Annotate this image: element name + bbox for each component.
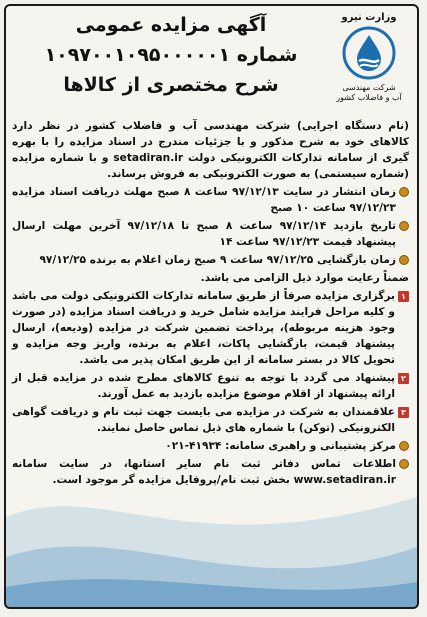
date-item xyxy=(12,218,409,250)
bullet-icon xyxy=(399,221,409,231)
contact-item xyxy=(12,456,409,488)
date-text: زمان انتشار در سایت ۹۷/۱۲/۱۳ ساعت ۸ صبح مهلت دریافت اسناد مزایده ۹۷/۱۲/۲۳ ساعت ۱۰ صبح xyxy=(12,186,396,214)
condition-item xyxy=(12,288,409,368)
number-badge-icon: ۳ xyxy=(398,407,409,418)
intro-paragraph: (نام دستگاه اجرایی) شرکت مهندسی آب و فاضلاب کشور در نظر دارد کالاهای خود به شرح مذکور و با جزئیات مندرج در اسناد مزایده را با بهره گیری از سامانه تدارکات الکترونیکی دولت setadiran.ir و با شماره مزایده (شماره سیستمی) به صورت الکترونیکی به فروش برساند. xyxy=(12,120,409,180)
requirement-note: ضمناً رعایت موارد ذیل الزامی می باشد. xyxy=(200,272,409,284)
support-text: مرکز پشتیبانی و راهبری سامانه: ۴۱۹۳۴-۰۲۱ xyxy=(165,440,396,452)
company-line-1: شرکت مهندسی xyxy=(342,83,396,92)
date-text: زمان بازگشایی ۹۷/۱۲/۲۵ ساعت ۹ صبح زمان اعلام به برنده ۹۷/۱۲/۲۵ xyxy=(39,254,396,266)
bullet-icon xyxy=(399,441,409,451)
bullet-icon xyxy=(399,459,409,469)
condition-text: علاقمندان به شرکت در مزایده می بایست جهت ثبت نام و دریافت گواهی الکترونیکی (توکن) با شماره های ذیل تماس حاصل نمایند. xyxy=(12,406,395,434)
date-item xyxy=(12,252,409,268)
header xyxy=(6,6,417,118)
title-block xyxy=(21,10,321,100)
bullet-icon xyxy=(399,255,409,265)
condition-text: پیشنهاد می گردد با توجه به تنوع کالاهای مطرح شده در مزایده قبل از ارائه پیشنهاد از اقلام موضوع مزایده بازدید به عمل آورند. xyxy=(12,372,395,400)
company-line-2: آب و فاضلاب کشور xyxy=(336,93,402,102)
bullet-icon xyxy=(399,187,409,197)
number-badge-icon: ۱ xyxy=(398,291,409,302)
contact-text: اطلاعات تماس دفاتر ثبت نام سایر استانها، در سایت سامانه www.setadiran.ir بخش ثبت نام/پروفایل مزایده گر موجود است. xyxy=(12,458,396,486)
water-drop-logo-icon xyxy=(341,25,397,81)
logo-box xyxy=(327,12,411,103)
ministry-label: وزارت نیرو xyxy=(341,12,397,23)
date-item xyxy=(12,184,409,216)
support-item xyxy=(12,438,409,454)
notice-body xyxy=(6,118,417,488)
condition-item xyxy=(12,404,409,436)
title-line-3: شرح مختصری از کالاها xyxy=(63,74,279,96)
notice-frame xyxy=(4,4,419,609)
condition-text: برگزاری مزایده صرفاً از طریق سامانه تدارکات الکترونیکی دولت می باشد و کلیه مراحل فرایند مزایده شامل خرید و دریافت اسناد مزایده (در صورت وجود هزینه مربوطه)، پرداخت تضمین شرکت در مزایده (ودیعه)، ارسال پیشنهاد قیمت، بازگشایی پاکات، اعلام به برنده، واریز وجه مزایده و تحویل کالا در بستر سامانه از این طریق امکان پذیر می باشد. xyxy=(12,290,395,366)
date-text: تاریخ بازدید ۹۷/۱۲/۱۴ ساعت ۸ صبح تا ۹۷/۱۲/۱۸ آخرین مهلت ارسال پیشنهاد قیمت ۹۷/۱۲/۲۳ ساعت ۱۴ xyxy=(12,220,396,248)
title-line-2: شماره ۱۰۹۷۰۰۱۰۹۵۰۰۰۰۰۱ xyxy=(44,44,298,66)
number-badge-icon: ۲ xyxy=(398,373,409,384)
condition-item xyxy=(12,370,409,402)
title-line-1: آگهی مزایده عمومی xyxy=(75,14,267,36)
